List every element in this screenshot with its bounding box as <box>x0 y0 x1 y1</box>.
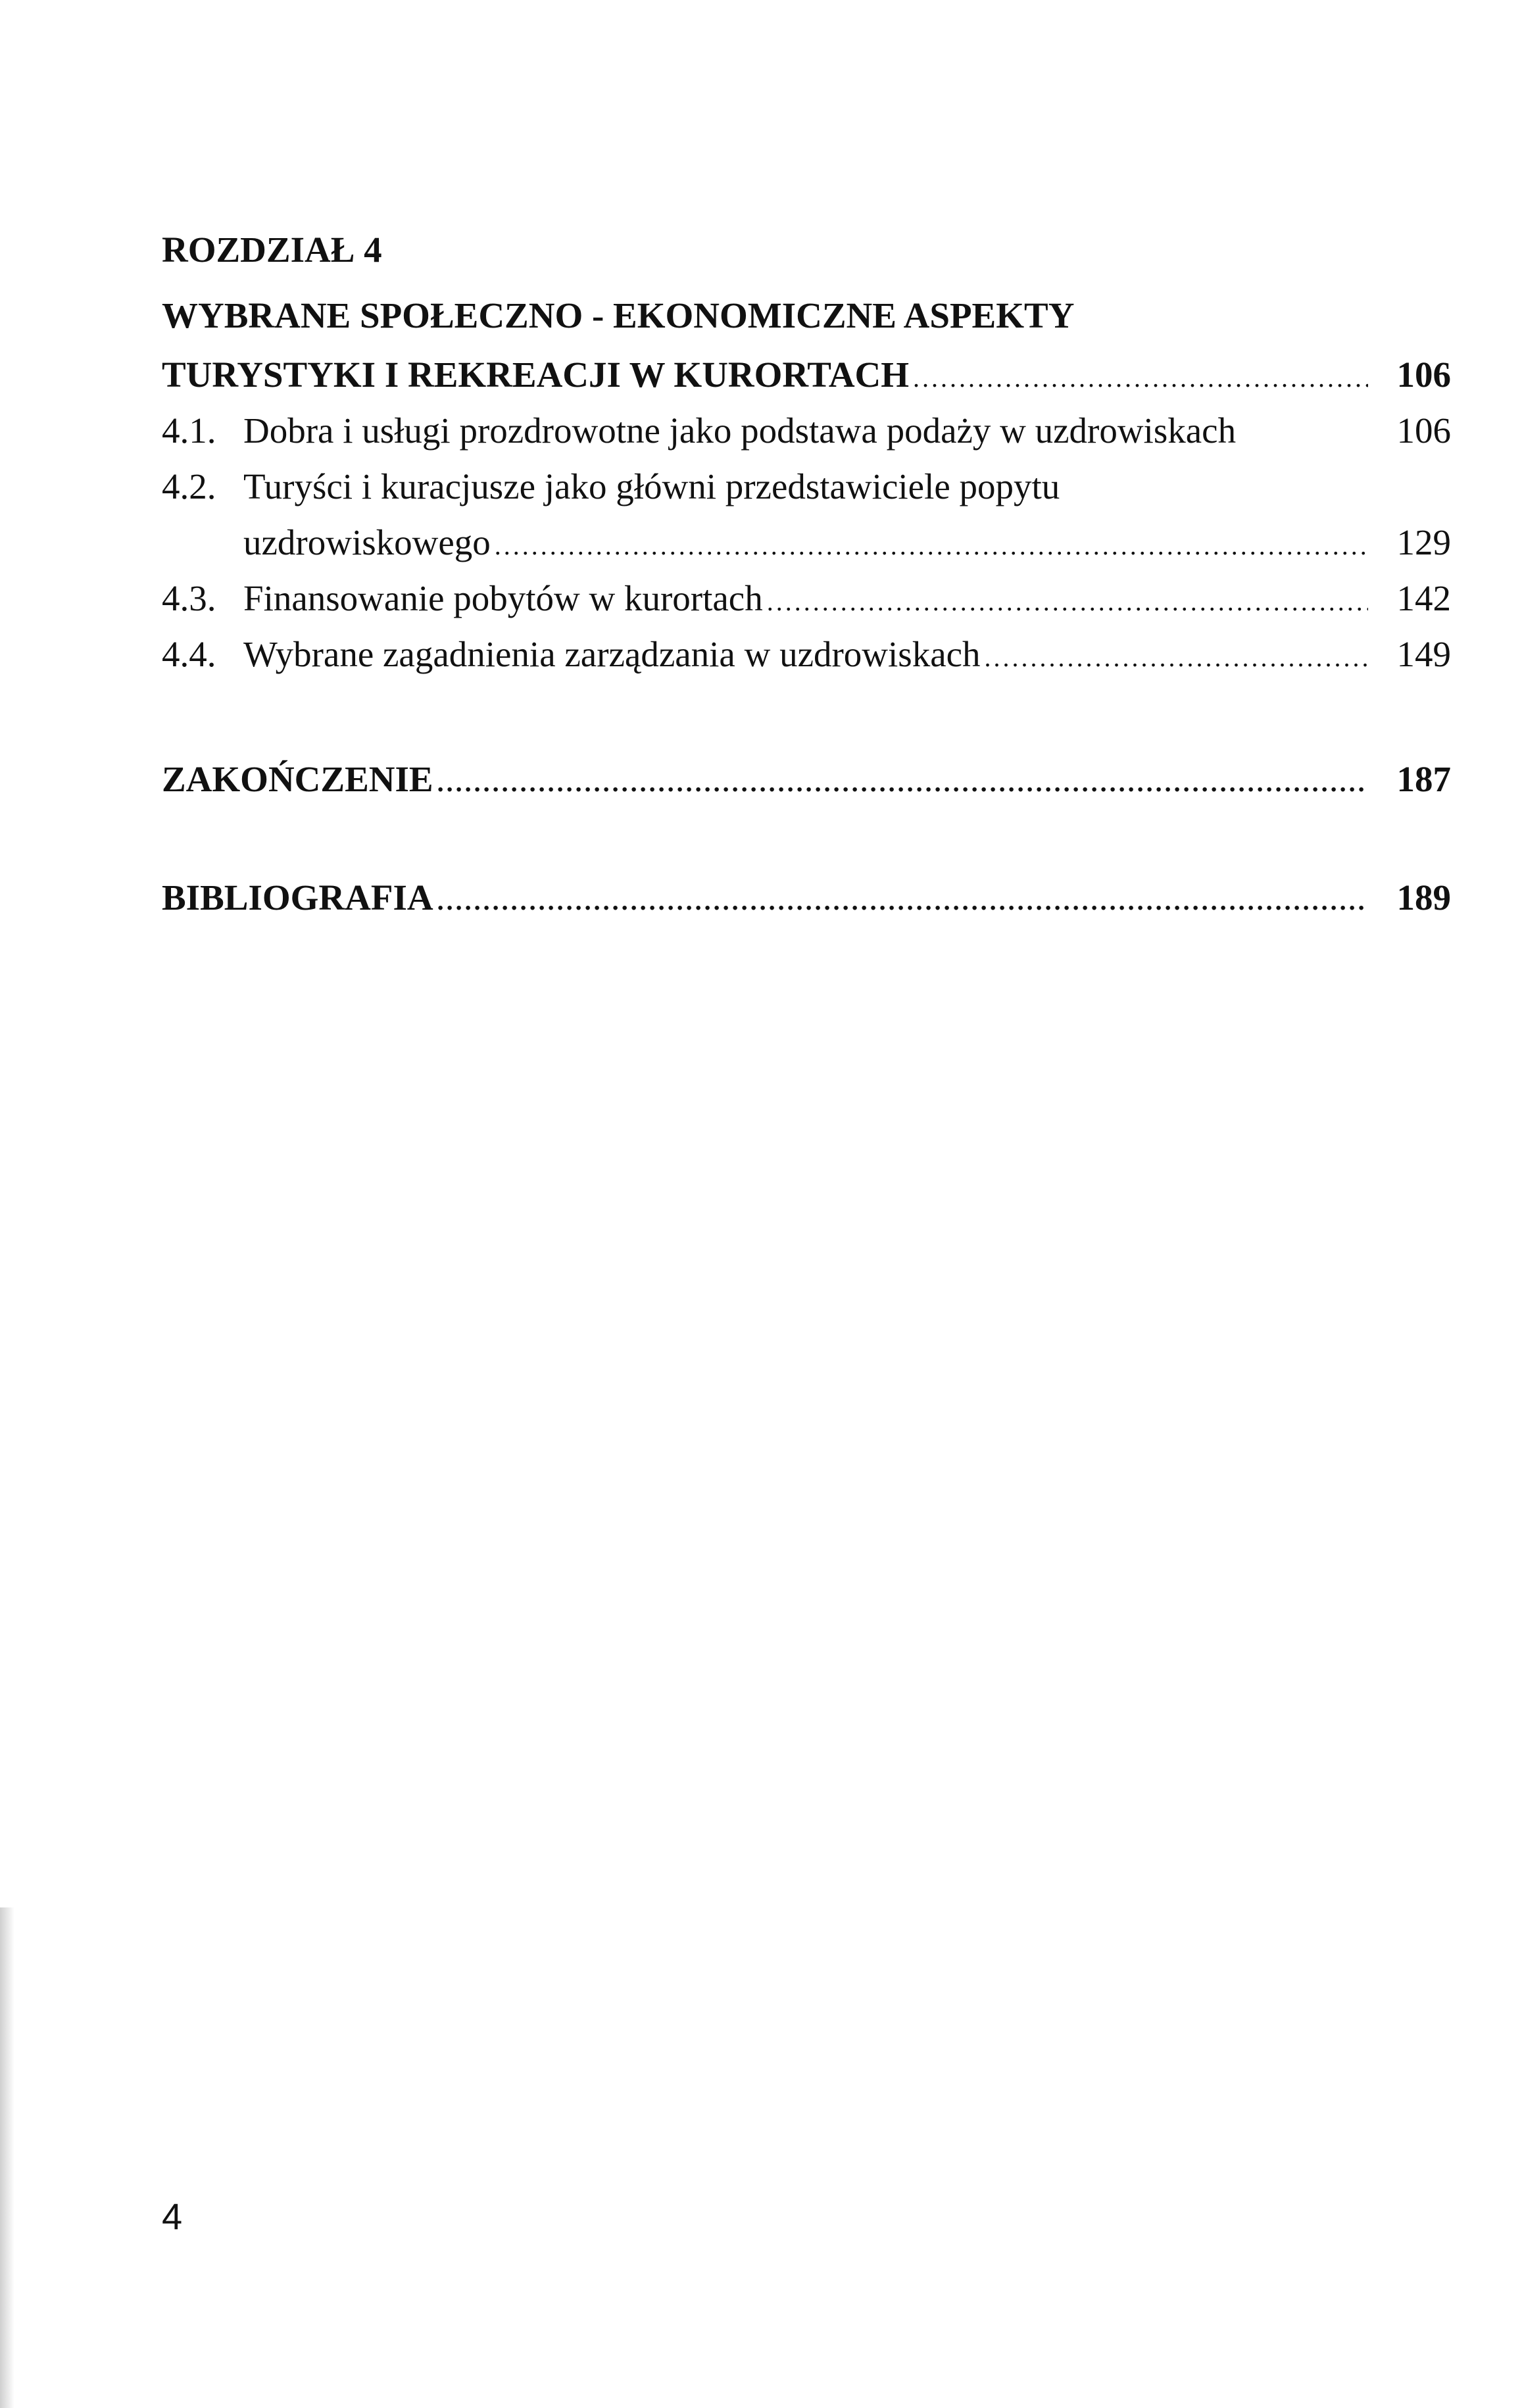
section-number: 4.2. <box>162 466 216 506</box>
closing-title: ZAKOŃCZENIE <box>162 759 433 799</box>
closing-page-number: 189 <box>1396 877 1451 918</box>
dot-leader <box>495 516 1368 572</box>
chapter-label: ROZDZIAŁ 4 <box>162 230 382 270</box>
closing-page-number: 187 <box>1396 759 1451 799</box>
dot-leader <box>437 753 1368 809</box>
toc-entry-4-2-cont <box>243 516 1451 569</box>
section-page-number: 149 <box>1396 634 1451 674</box>
section-number: 4.1. <box>162 410 216 451</box>
section-title: Finansowanie pobytów w kurortach <box>243 578 763 618</box>
section-page-number: 142 <box>1396 578 1451 618</box>
toc-entry-zakonczenie <box>162 753 1451 806</box>
section-title: Dobra i usługi prozdrowotne jako podstawa podaży w uzdrowiskach <box>243 410 1237 451</box>
toc-entry-4-3 <box>162 572 1451 625</box>
section-number: 4.3. <box>162 578 216 618</box>
closing-title: BIBLIOGRAFIA <box>162 877 433 918</box>
section-number: 4.4. <box>162 634 216 674</box>
chapter-title-line1: WYBRANE SPOŁECZNO - EKONOMICZNE ASPEKTY <box>162 295 1075 335</box>
dot-leader <box>985 628 1368 684</box>
section-page-number: 106 <box>1396 410 1451 451</box>
dot-leader <box>437 872 1368 927</box>
section-title-cont: uzdrowiskowego <box>243 522 491 562</box>
toc-entry-4-2 <box>162 460 1451 513</box>
chapter-page-number: 106 <box>1396 355 1451 395</box>
section-title: Turyści i kuracjusze jako główni przedstawiciele popytu <box>243 466 1060 506</box>
chapter-title-line2: TURYSTYKI I REKREACJI W KURORTACH ..... 106 <box>162 349 1451 401</box>
toc-entry-bibliografia <box>162 872 1451 924</box>
page-number: 4 <box>162 2196 183 2237</box>
dot-leader <box>767 572 1368 628</box>
dot-leader <box>913 349 1368 405</box>
toc-entry-4-1 <box>162 405 1451 457</box>
scan-edge-shadow <box>0 1907 14 2408</box>
section-page-number: 129 <box>1396 522 1451 562</box>
section-title: Wybrane zagadnienia zarządzania w uzdrowiskach <box>243 634 981 674</box>
toc-entry-4-4 <box>162 628 1451 681</box>
